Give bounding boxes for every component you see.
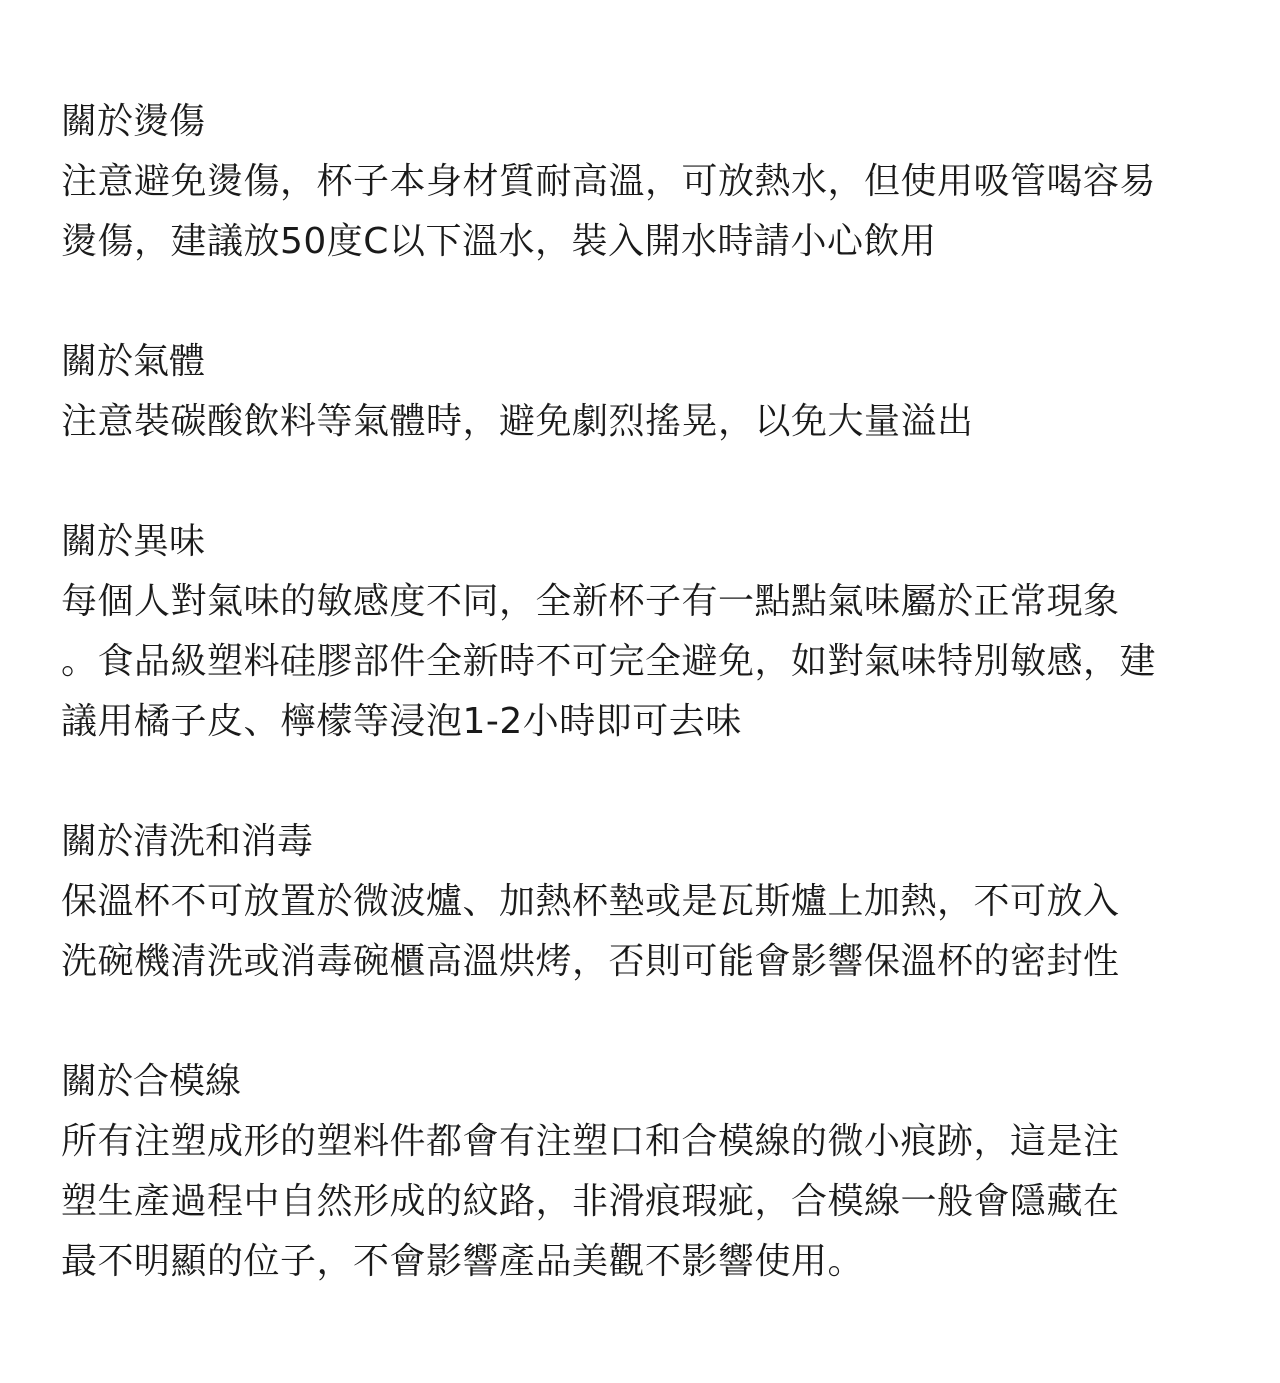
section-text-line: 所有注塑成形的塑料件都會有注塑口和合模線的微小痕跡，這是注 (61, 1121, 1120, 1162)
section-text-line: 洗碗機清洗或消毒碗櫃高溫烘烤，否則可能會影響保溫杯的密封性 (61, 941, 1120, 982)
section-text-line: 燙傷，建議放50度C以下溫水，裝入開水時請小心飲用 (61, 221, 937, 262)
section-heading: 關於異味 (61, 521, 206, 562)
section-heading: 關於燙傷 (61, 101, 206, 142)
section-mold-line (61, 1052, 1211, 1292)
section-text-line: 保溫杯不可放置於微波爐、加熱杯墊或是瓦斯爐上加熱，不可放入 (61, 881, 1120, 922)
section-gas (61, 332, 1211, 452)
section-text-line: 塑生產過程中自然形成的紋路，非滑痕瑕疵，合模線一般會隱藏在 (61, 1181, 1120, 1222)
section-text-line: 注意避免燙傷，杯子本身材質耐高溫，可放熱水，但使用吸管喝容易 (61, 161, 1157, 202)
section-odor (61, 512, 1211, 752)
section-text-line: 每個人對氣味的敏感度不同，全新杯子有一點點氣味屬於正常現象 (61, 581, 1120, 622)
section-text-line: 注意裝碳酸飲料等氣體時，避免劇烈搖晃，以免大量溢出 (61, 401, 974, 442)
notice-document (61, 92, 1211, 1292)
section-heading: 關於合模線 (61, 1061, 242, 1102)
section-text-line: 。食品級塑料硅膠部件全新時不可完全避免，如對氣味特別敏感，建 (61, 641, 1157, 682)
section-cleaning (61, 812, 1211, 992)
section-heading: 關於清洗和消毒 (61, 821, 314, 862)
section-heading: 關於氣體 (61, 341, 206, 382)
section-text-line: 議用橘子皮、檸檬等浸泡1-2小時即可去味 (61, 701, 742, 742)
section-text-line: 最不明顯的位子，不會影響產品美觀不影響使用。 (61, 1241, 865, 1282)
section-burn (61, 92, 1211, 272)
